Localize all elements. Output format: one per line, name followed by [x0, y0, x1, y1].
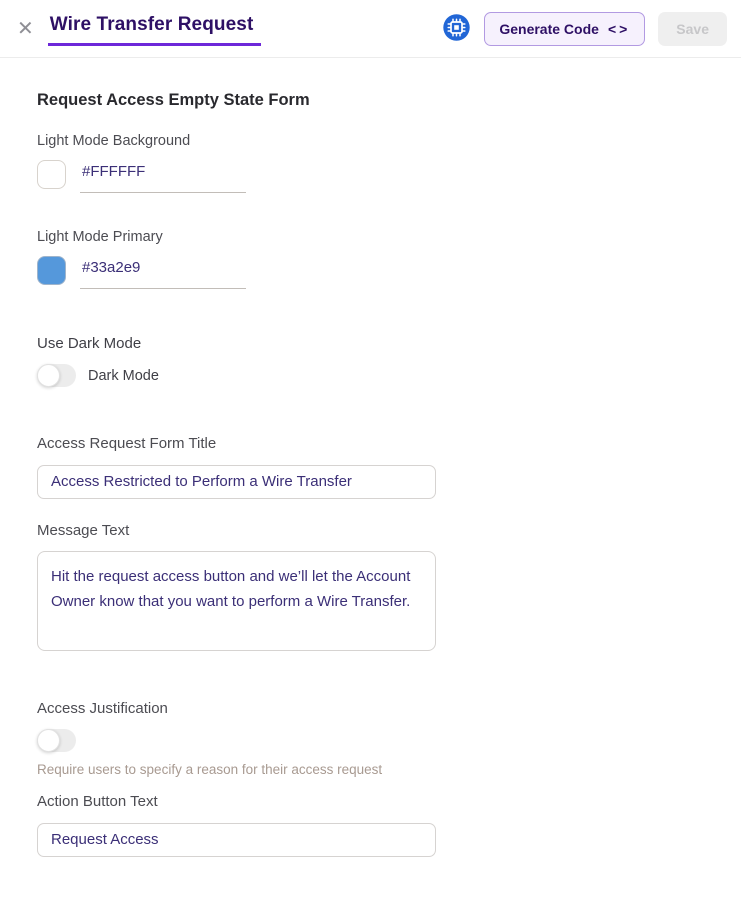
access-justification-toggle-row [37, 729, 704, 752]
header-actions [442, 12, 727, 46]
code-icon: <> [607, 20, 631, 37]
page-title: Wire Transfer Request [49, 13, 254, 35]
message-text-field [37, 523, 704, 651]
form-title-field [37, 436, 704, 499]
light-mode-primary-label: Light Mode Primary [37, 229, 163, 245]
primary-hex-input[interactable] [80, 256, 246, 289]
light-mode-primary-field [37, 230, 704, 289]
close-button[interactable] [13, 17, 38, 41]
light-mode-background-field [37, 134, 704, 193]
message-text-label: Message Text [37, 522, 130, 539]
save-label: Save [676, 20, 709, 37]
save-button[interactable] [658, 12, 727, 46]
toggle-knob [37, 729, 60, 752]
light-mode-background-row [37, 160, 704, 193]
chip-icon-button[interactable] [442, 13, 471, 45]
action-button-text-input[interactable] [37, 823, 436, 857]
generate-code-label: Generate Code [499, 20, 599, 37]
primary-color-swatch[interactable] [37, 256, 66, 285]
toggle-knob [37, 364, 60, 387]
background-hex-input[interactable] [80, 160, 246, 193]
access-justification-label: Access Justification [37, 700, 168, 717]
access-justification-field [37, 701, 704, 777]
access-justification-helper: Require users to specify a reason for their access request [37, 762, 383, 777]
action-button-text-field [37, 794, 704, 857]
background-color-swatch[interactable] [37, 160, 66, 189]
use-dark-mode-field [37, 336, 704, 387]
dark-mode-toggle-label: Dark Mode [88, 367, 159, 384]
form-title-input[interactable] [37, 465, 436, 499]
access-justification-toggle[interactable] [37, 729, 76, 752]
header [0, 0, 741, 58]
message-text-textarea[interactable] [37, 551, 436, 651]
dark-mode-toggle[interactable] [37, 364, 76, 387]
section-heading: Request Access Empty State Form [37, 91, 310, 109]
title-underline-wrap [48, 12, 262, 46]
form-panel [0, 91, 741, 909]
dark-mode-toggle-row [37, 364, 704, 387]
form-title-label: Access Request Form Title [37, 435, 217, 452]
action-button-text-label: Action Button Text [37, 793, 158, 810]
close-icon: ✕ [17, 17, 34, 40]
light-mode-primary-row [37, 256, 704, 289]
generate-code-button[interactable] [484, 12, 645, 46]
light-mode-background-label: Light Mode Background [37, 133, 191, 149]
use-dark-mode-label: Use Dark Mode [37, 335, 142, 352]
cpu-chip-icon [442, 13, 471, 45]
